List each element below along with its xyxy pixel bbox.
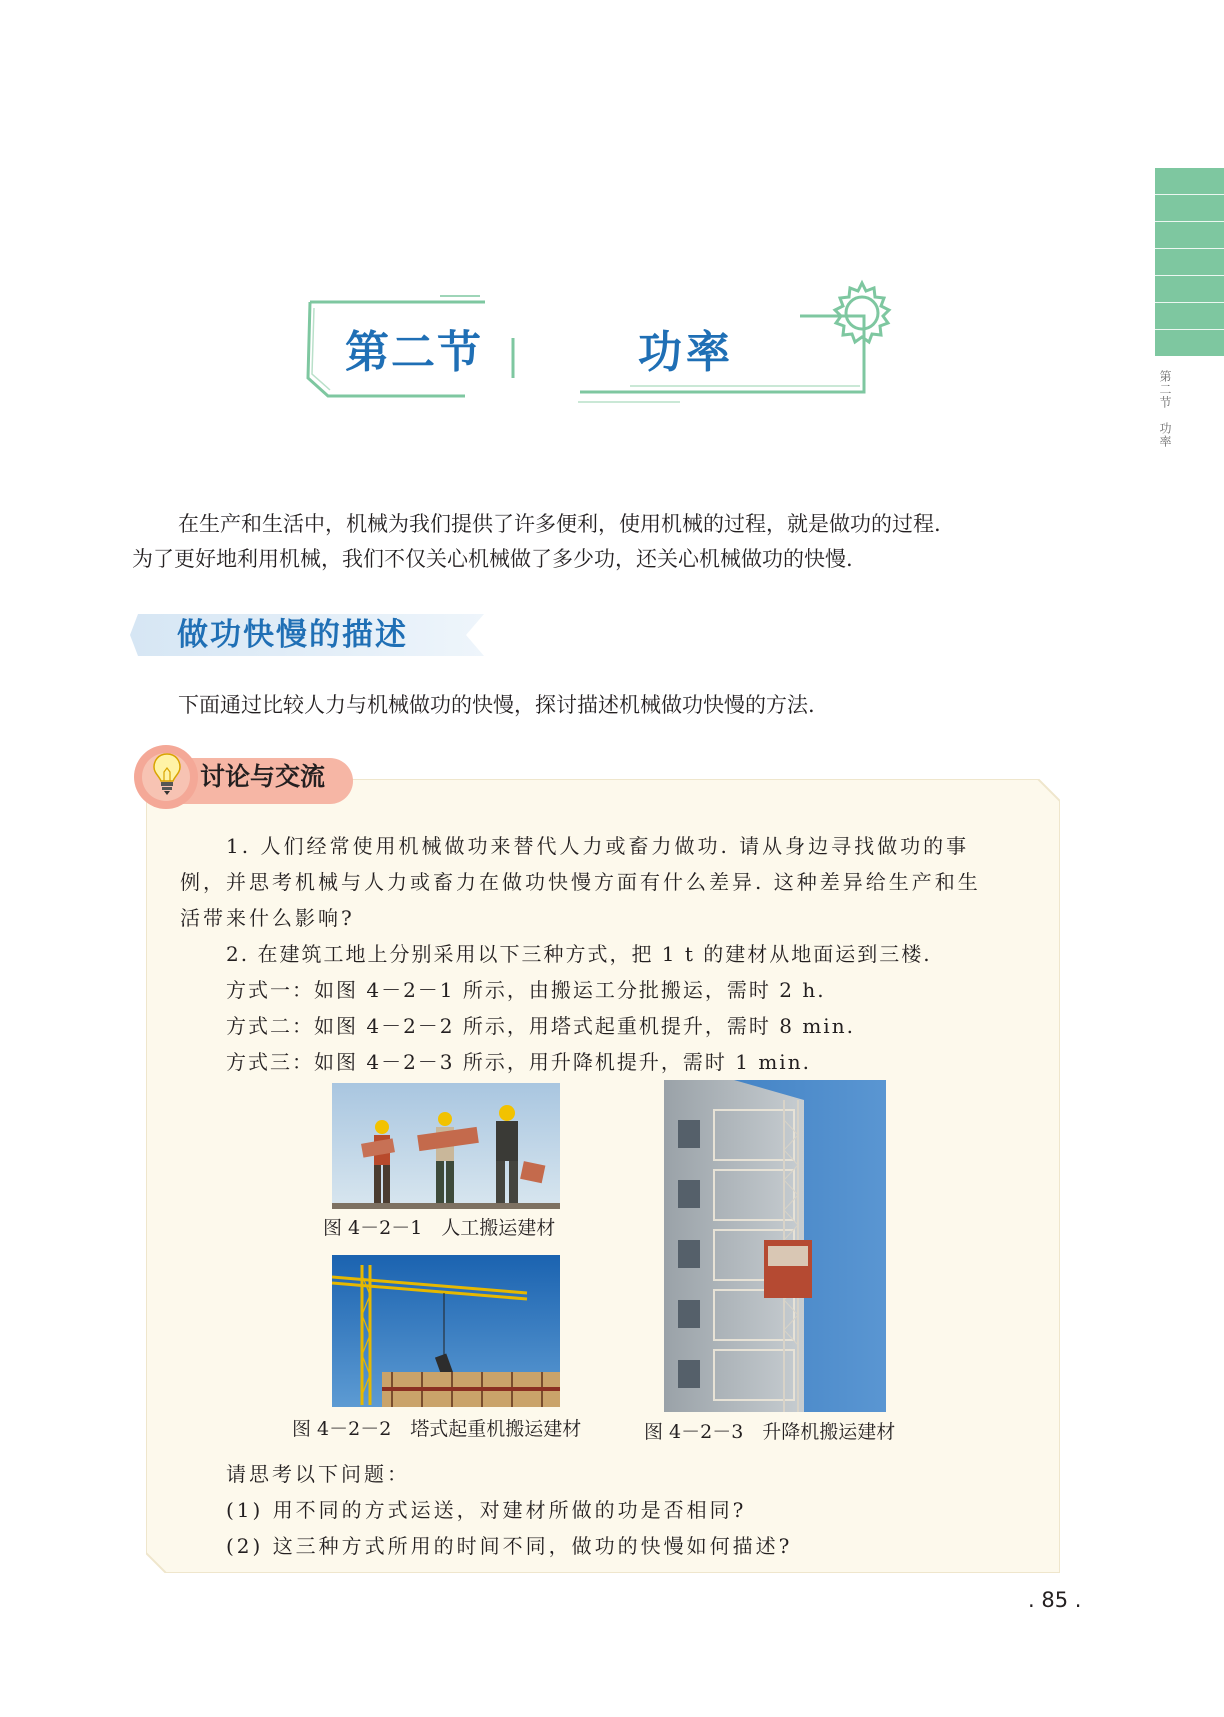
figure-4-2-2-caption: 图 4－2－2 塔式起重机搬运建材: [292, 1418, 582, 1440]
lightbulb-icon: [152, 752, 182, 796]
think-question-2: (2) 这三种方式所用的时间不同，做功的快慢如何描述?: [226, 1534, 793, 1558]
q1-line-2: 例，并思考机械与人力或畜力在做功快慢方面有什么差异. 这种差异给生产和生: [180, 870, 981, 894]
q2-intro: 2. 在建筑工地上分别采用以下三种方式，把 1 t 的建材从地面运到三楼.: [226, 942, 932, 966]
method-3: 方式三：如图 4－2－3 所示，用升降机提升，需时 1 min.: [226, 1050, 811, 1074]
think-prompt: 请思考以下问题：: [226, 1462, 410, 1486]
intro-line-1: 在生产和生活中，机械为我们提供了许多便利，使用机械的过程，就是做功的过程.: [178, 512, 941, 536]
gear-icon: [822, 273, 902, 353]
section-name-title: 功率: [638, 327, 734, 378]
figure-4-2-1-caption: 图 4－2－1 人工搬运建材: [323, 1217, 556, 1239]
intro-paragraph: [132, 507, 1072, 577]
question-2: [226, 936, 1026, 1080]
side-tab-label: 第二节 功率: [1158, 370, 1172, 448]
question-1: [180, 828, 1030, 936]
q1-line-3: 活带来什么影响?: [180, 906, 355, 930]
discussion-badge-label: 讨论与交流: [200, 762, 326, 791]
chapter-side-tab: [1155, 168, 1224, 356]
subsection-heading: 做功快慢的描述: [177, 617, 408, 653]
figure-4-2-1-photo: [332, 1083, 560, 1209]
page-number: . 85 .: [1028, 1588, 1082, 1612]
intro-line-2: 为了更好地利用机械，我们不仅关心机械做了多少功，还关心机械做功的快慢.: [132, 547, 853, 571]
method-2: 方式二：如图 4－2－2 所示，用塔式起重机提升，需时 8 min.: [226, 1014, 855, 1038]
figure-4-2-3-photo: [664, 1080, 886, 1412]
q1-line-1: 1. 人们经常使用机械做功来替代人力或畜力做功. 请从身边寻找做功的事: [226, 834, 970, 858]
figure-4-2-3-caption: 图 4－2－3 升降机搬运建材: [644, 1421, 896, 1443]
figure-4-2-2-photo: [332, 1255, 560, 1407]
section-number-title: 第二节: [345, 327, 483, 378]
lead-paragraph: 下面通过比较人力与机械做功的快慢，探讨描述机械做功快慢的方法.: [178, 693, 815, 717]
think-question-1: (1) 用不同的方式运送，对建材所做的功是否相同?: [226, 1498, 747, 1522]
think-questions: [226, 1456, 1026, 1564]
method-1: 方式一：如图 4－2－1 所示，由搬运工分批搬运，需时 2 h.: [226, 978, 826, 1002]
